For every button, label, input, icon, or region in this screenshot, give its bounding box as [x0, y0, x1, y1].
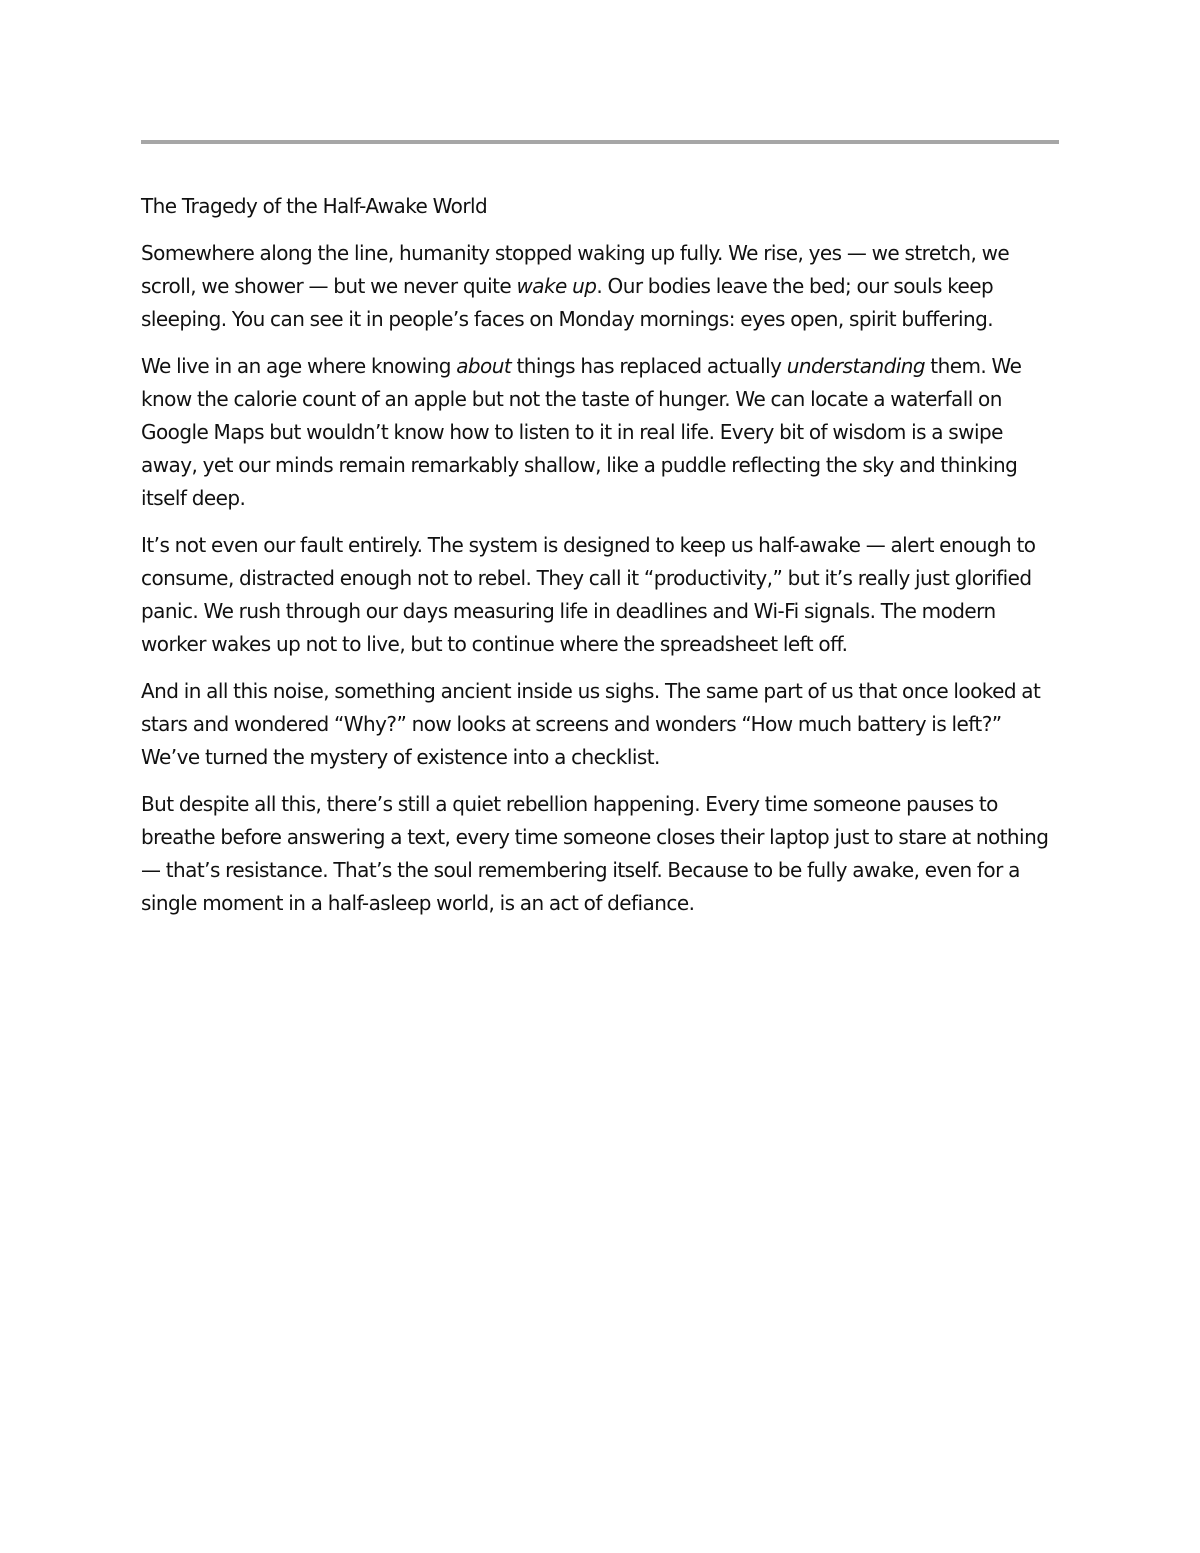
paragraph [141, 529, 1063, 661]
paragraph-text: them. We know the calorie count of an apple but not the taste of hunger. We can locate a waterfall on Google Maps but wouldn’t know how to listen to it in real life. Every bit of wisdom is a swipe away, yet our minds remain remarkably shallow, like a puddle reflecting the sky and thinking itself deep. [141, 354, 1022, 510]
paragraph [141, 788, 1063, 920]
paragraph [141, 237, 1063, 336]
paragraph-text: things has replaced actually [511, 354, 787, 378]
paragraph-text: But despite all this, there’s still a quiet rebellion happening. Every time someone pauses to breathe before answering a text, every time someone closes their laptop just to stare at nothing — that’s resistance. That’s the soul remembering itself. Because to be fully awake, even for a single moment in a half-asleep world, is an act of defiance. [141, 792, 1049, 915]
horizontal-rule [141, 140, 1059, 144]
paragraph-text: It’s not even our fault entirely. The system is designed to keep us half-awake — alert enough to consume, distracted enough not to rebel. They call it “productivity,” but it’s really just glorified panic. We rush through our days measuring life in deadlines and Wi-Fi signals. The modern worker wakes up not to live, but to continue where the spreadsheet left off. [141, 533, 1036, 656]
paragraph-text: . Our bodies leave the bed; our souls keep sleeping. You can see it in people’s faces on Monday mornings: eyes open, spirit buffering. [141, 274, 994, 331]
paragraph-text: Somewhere along the line, humanity stopped waking up fully. We rise, yes — we stretch, we scroll, we shower — but we never quite [141, 241, 1010, 298]
italic-text: understanding [786, 354, 925, 378]
document-body [141, 190, 1063, 934]
document-title: The Tragedy of the Half-Awake World [141, 194, 488, 218]
italic-text: wake up [516, 274, 597, 298]
paragraph [141, 675, 1063, 774]
paragraph-text: And in all this noise, something ancient inside us sighs. The same part of us that once looked at stars and wondered “Why?” now looks at screens and wonders “How much battery is left?” We’ve turned the mystery of existence into a checklist. [141, 679, 1041, 769]
paragraph-list [141, 237, 1063, 920]
paragraph [141, 350, 1063, 515]
italic-text: about [456, 354, 512, 378]
paragraph-text: We live in an age where knowing [141, 354, 457, 378]
